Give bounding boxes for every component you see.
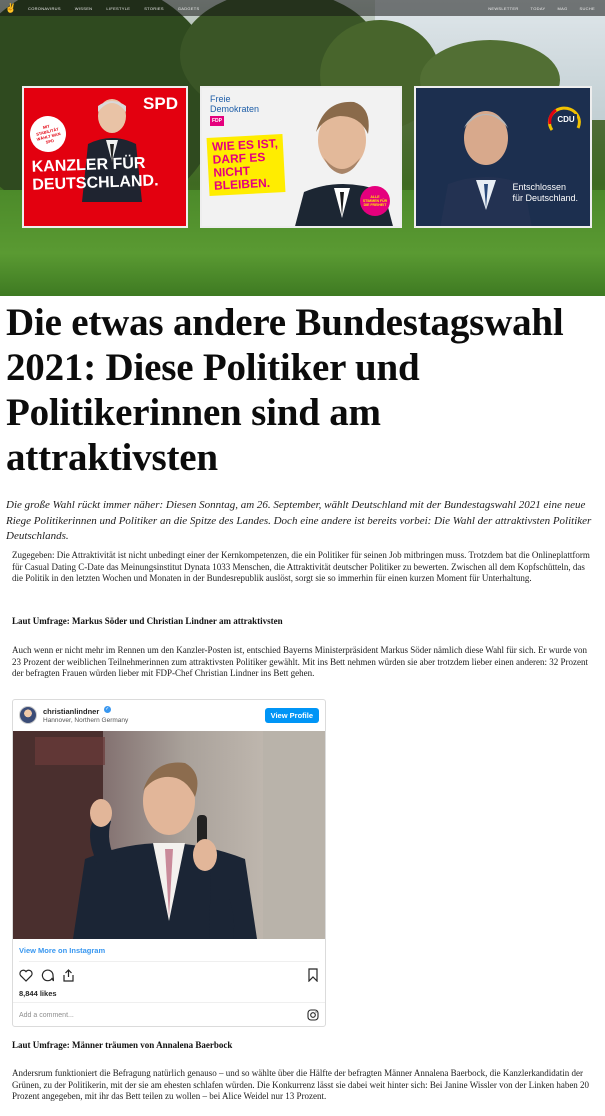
nav-link-wissen[interactable]: WISSEN: [74, 5, 93, 11]
cdu-logo-text: CDU: [557, 115, 575, 124]
laschet-portrait: [438, 92, 534, 228]
instagram-photo[interactable]: [13, 731, 325, 939]
nav-link-newsletter[interactable]: NEWSLETTER: [488, 5, 519, 11]
instagram-logo-icon[interactable]: [307, 1009, 319, 1021]
fdp-slogan-line: DARF ES: [212, 149, 266, 167]
likes-count: 8,844 likes: [19, 989, 57, 998]
divider: [13, 1002, 325, 1003]
comment-input[interactable]: Add a comment...: [19, 1011, 74, 1019]
spd-slogan: KANZLER FÜR DEUTSCHLAND.: [31, 154, 159, 194]
cdu-poster: [414, 86, 592, 228]
nav-link-today[interactable]: TODAY: [530, 5, 546, 11]
nav-link-lifestyle[interactable]: LIFESTYLE: [106, 5, 131, 11]
article-paragraph: Andersrum funktioniert die Befragung natürlich genauso – und so wählte über die Hälfte der befragten Männer Annalena Baerbock, die Kanzlerkandidatin der Grünen, zu der Politikerin, mit der sie am ehesten schlafen würden. Die Konkurrenz lässt sie dabei weit hinter sich: Bei Janine Wissler von der Linken haben 20 Prozent angegeben, mit ihr das Bett teilen zu wollen – bei Alice Weidel nur 13 Prozent.: [12, 1068, 590, 1101]
nav-link-gadgets[interactable]: GADGETS: [177, 5, 200, 11]
fdp-slogan: [207, 134, 286, 196]
spd-logo: SPD: [143, 94, 178, 113]
article-subheading: Laut Umfrage: Männer träumen von Annalena Baerbock: [12, 1040, 233, 1050]
divider: [19, 961, 319, 962]
article-title: Die etwas andere Bundestagswahl 2021: Diese Politiker und Politikerinnen sind am attraktivsten: [6, 301, 564, 479]
nav-links-left: [28, 6, 199, 11]
instagram-username[interactable]: christianlindner: [43, 707, 100, 716]
hero-image: [0, 0, 605, 296]
instagram-embed: [12, 699, 326, 1027]
heart-icon[interactable]: [19, 969, 33, 982]
nav-link-suche[interactable]: SUCHE: [579, 5, 595, 11]
fdp-brand-line1: Freie: [210, 94, 231, 104]
nav-links-right: [488, 6, 595, 11]
article-paragraph: Auch wenn er nicht mehr im Rennen um den Kanzler-Posten ist, entschied Bayerns Ministerpräsident Markus Söder nämlich diese Wahl für sich. Er wurde von 23 Prozent der weiblichen Teilnehmerinnen zum attraktivsten Politiker gewählt. Mit ins Bett nehmen würden sie aber trotzdem lieber einen anderen: 32 Prozent der befragten Frauen würden lieber mit FDP-Chef Christian Lindner ins Bett gehen.: [12, 645, 589, 678]
bookmark-icon[interactable]: [307, 968, 319, 982]
article-paragraph: Zugegeben: Die Attraktivität ist nicht unbedingt einer der Kernkompetenzen, die ein Politiker für seinen Job mitbringen muss. Trotzdem bat die Onlineplattform für Casual Dating C-Date das Meinungsinstitut Dynata 1033 Menschen, die Attraktivität deutscher Politiker zu bewerten. Zwischen all dem Kopfschütteln, das die Politik in den letzten Wochen und Monaten in der Bundesrepublik auslöst, sorgt sie so immerhin für einen kurzen Moment für Unterhaltung.: [12, 550, 590, 583]
site-logo-icon[interactable]: ✌: [5, 2, 17, 13]
fdp-brand-tag: FDP: [212, 118, 222, 124]
instagram-account: [43, 705, 128, 725]
fdp-brand-line2: Demokraten: [210, 104, 260, 114]
article-lead: Die große Wahl rückt immer näher: Diesen Sonntag, am 26. September, wählt Deutschland mit der Bundestagswahl 2021 eine neue Riege Politikerinnen und Politiker an die Spitze des Landes. Doch eine andere ist bereits vorbei: Die Wahl der attraktivsten Politiker Deutschlands.: [6, 499, 592, 540]
spd-sticker: MIT STABILITÄT WÄHLT MAN SPD: [26, 112, 70, 156]
instagram-location[interactable]: Hannover, Northern Germany: [43, 717, 129, 724]
verified-badge-icon: ✓: [105, 706, 110, 713]
fdp-slogan-line: NICHT: [212, 163, 251, 180]
share-icon[interactable]: [62, 969, 75, 982]
comment-icon[interactable]: [41, 969, 54, 982]
instagram-actions: [19, 968, 319, 982]
avatar[interactable]: [19, 706, 37, 724]
nav-link-mag[interactable]: MAG: [557, 5, 568, 11]
cdu-slogan-line: für Deutschland.: [512, 193, 578, 203]
instagram-header: [13, 700, 325, 730]
spd-poster: [22, 86, 188, 228]
lindner-speaking-photo: [13, 731, 325, 939]
top-navigation: [0, 0, 605, 16]
nav-link-stories[interactable]: STORIES: [144, 5, 164, 11]
article-subheading: Laut Umfrage: Markus Söder und Christian Lindner am attraktivsten: [12, 616, 283, 626]
cdu-slogan-line: Entschlossen: [512, 182, 566, 192]
view-more-link[interactable]: View More on Instagram: [19, 946, 106, 955]
fdp-sticker: ALLE STIMMEN FÜR DIE FREIHEIT: [360, 186, 390, 216]
cdu-logo: [546, 102, 584, 136]
fdp-slogan-line: WIE ES IST,: [211, 136, 279, 154]
view-profile-button[interactable]: View Profile: [265, 708, 319, 723]
nav-link-coronavirus[interactable]: CORONAVIRUS: [28, 5, 61, 11]
fdp-logo: [210, 94, 259, 126]
fdp-slogan-line: BLEIBEN.: [213, 175, 271, 193]
cdu-slogan: [512, 182, 578, 204]
fdp-poster: [200, 86, 402, 228]
